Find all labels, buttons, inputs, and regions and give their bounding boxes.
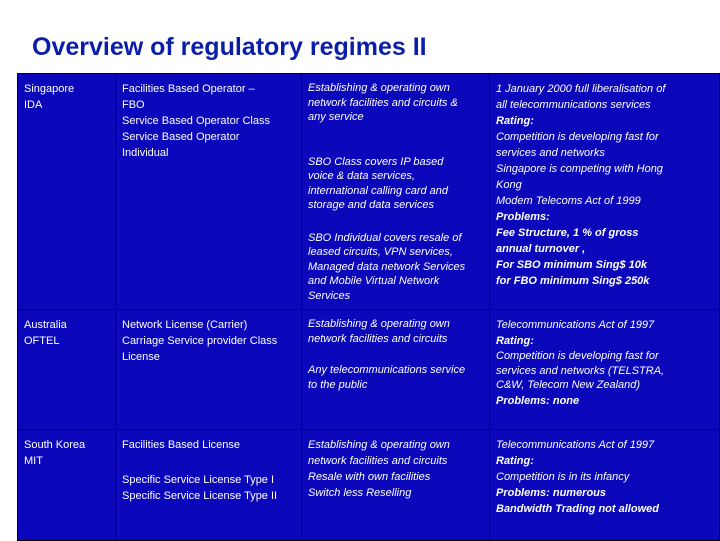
scope-line: international calling card and <box>308 184 449 197</box>
status-line: 1 January 2000 full liberalisation of <box>496 83 666 95</box>
license-line: Facilities Based Operator – <box>122 83 255 95</box>
status-line: services and networks (TELSTRA, <box>496 364 665 377</box>
license-line: Facilities Based License <box>122 439 241 451</box>
status-cell <box>490 310 720 430</box>
region-cell <box>18 430 116 541</box>
problems-line: for FBO minimum Sing$ 250k <box>496 275 650 287</box>
region-cell <box>18 310 116 430</box>
scope-line: Establishing & operating own <box>308 439 450 451</box>
status-line: Competition is developing fast for <box>496 131 659 143</box>
table-row-singapore <box>18 74 720 310</box>
problems-line: annual turnover , <box>496 243 586 255</box>
rating-label: Rating: <box>496 115 534 127</box>
scope-line: storage and data services <box>308 199 434 211</box>
license-line: FBO <box>122 99 145 111</box>
scope-cell <box>302 430 490 541</box>
status-line: Telecommunications Act of 1997 <box>496 319 655 331</box>
scope-cell <box>302 74 490 310</box>
license-line: Service Based Operator Class <box>122 115 270 127</box>
regulator-name: IDA <box>24 99 43 111</box>
slide-title: Overview of regulatory regimes II <box>32 33 427 61</box>
status-line: Competition is developing fast for <box>496 350 659 362</box>
region-name: Australia <box>24 319 67 331</box>
status-line: Modem Telecoms Act of 1999 <box>496 195 641 207</box>
status-line: C&W, Telecom New Zealand) <box>496 379 641 391</box>
licenses-cell <box>116 430 302 541</box>
license-line: Network License (Carrier) <box>122 319 248 331</box>
scope-line: leased circuits, VPN services, <box>308 246 453 258</box>
scope-line: Managed data network Services <box>308 260 466 273</box>
license-line: Specific Service License Type II <box>122 490 278 502</box>
regulator-name: OFTEL <box>24 335 60 347</box>
status-line: Kong <box>496 179 522 191</box>
problems-line: Problems: none <box>496 394 580 407</box>
license-line: Individual <box>122 147 169 159</box>
scope-line: Switch less Reselling <box>308 487 412 499</box>
status-cell <box>490 430 720 541</box>
region-cell <box>18 74 116 310</box>
status-cell <box>490 74 720 310</box>
status-line: all telecommunications services <box>496 99 651 111</box>
scope-line: to the public <box>308 378 368 391</box>
scope-line: SBO Class covers IP based <box>308 155 444 168</box>
scope-line: any service <box>308 111 364 123</box>
license-line: License <box>122 351 160 363</box>
scope-cell <box>302 310 490 430</box>
status-line: Telecommunications Act of 1997 <box>496 439 655 451</box>
problems-line: Problems: numerous <box>496 487 607 499</box>
scope-line: and Mobile Virtual Network <box>308 275 440 287</box>
scope-line: Establishing & operating own <box>308 318 450 330</box>
rating-label: Rating: <box>496 335 534 347</box>
scope-line: Establishing & operating own <box>308 82 450 94</box>
scope-line: network facilities and circuits & <box>308 96 458 109</box>
status-line: Singapore is competing with Hong <box>496 163 663 175</box>
region-name: Singapore <box>24 83 75 95</box>
scope-line: voice & data services, <box>308 170 415 182</box>
problems-line: Fee Structure, 1 % of gross <box>496 227 639 239</box>
problems-line: Bandwidth Trading not allowed <box>496 503 659 515</box>
problems-line: Problems: <box>496 211 550 223</box>
table-row-australia <box>18 310 720 430</box>
status-line: Competition is in its infancy <box>496 471 630 483</box>
region-name: South Korea <box>24 439 86 451</box>
scope-line: Services <box>308 289 351 302</box>
licenses-cell <box>116 310 302 430</box>
status-line: services and networks <box>496 147 605 159</box>
rating-label: Rating: <box>496 455 534 467</box>
regulatory-regimes-table <box>17 73 720 541</box>
table-row-south-korea <box>18 430 720 541</box>
license-line: Service Based Operator <box>122 131 240 143</box>
scope-line: Resale with own facilities <box>308 471 431 483</box>
scope-line: SBO Individual covers resale of <box>308 231 462 244</box>
license-line: Carriage Service provider Class <box>122 335 278 347</box>
scope-line: network facilities and circuits <box>308 332 448 345</box>
problems-line: For SBO minimum Sing$ 10k <box>496 259 647 271</box>
scope-line: Any telecommunications service <box>308 364 466 376</box>
license-line: Specific Service License Type I <box>122 474 275 486</box>
scope-line: network facilities and circuits <box>308 455 448 467</box>
regulator-name: MIT <box>24 455 43 467</box>
licenses-cell <box>116 74 302 310</box>
